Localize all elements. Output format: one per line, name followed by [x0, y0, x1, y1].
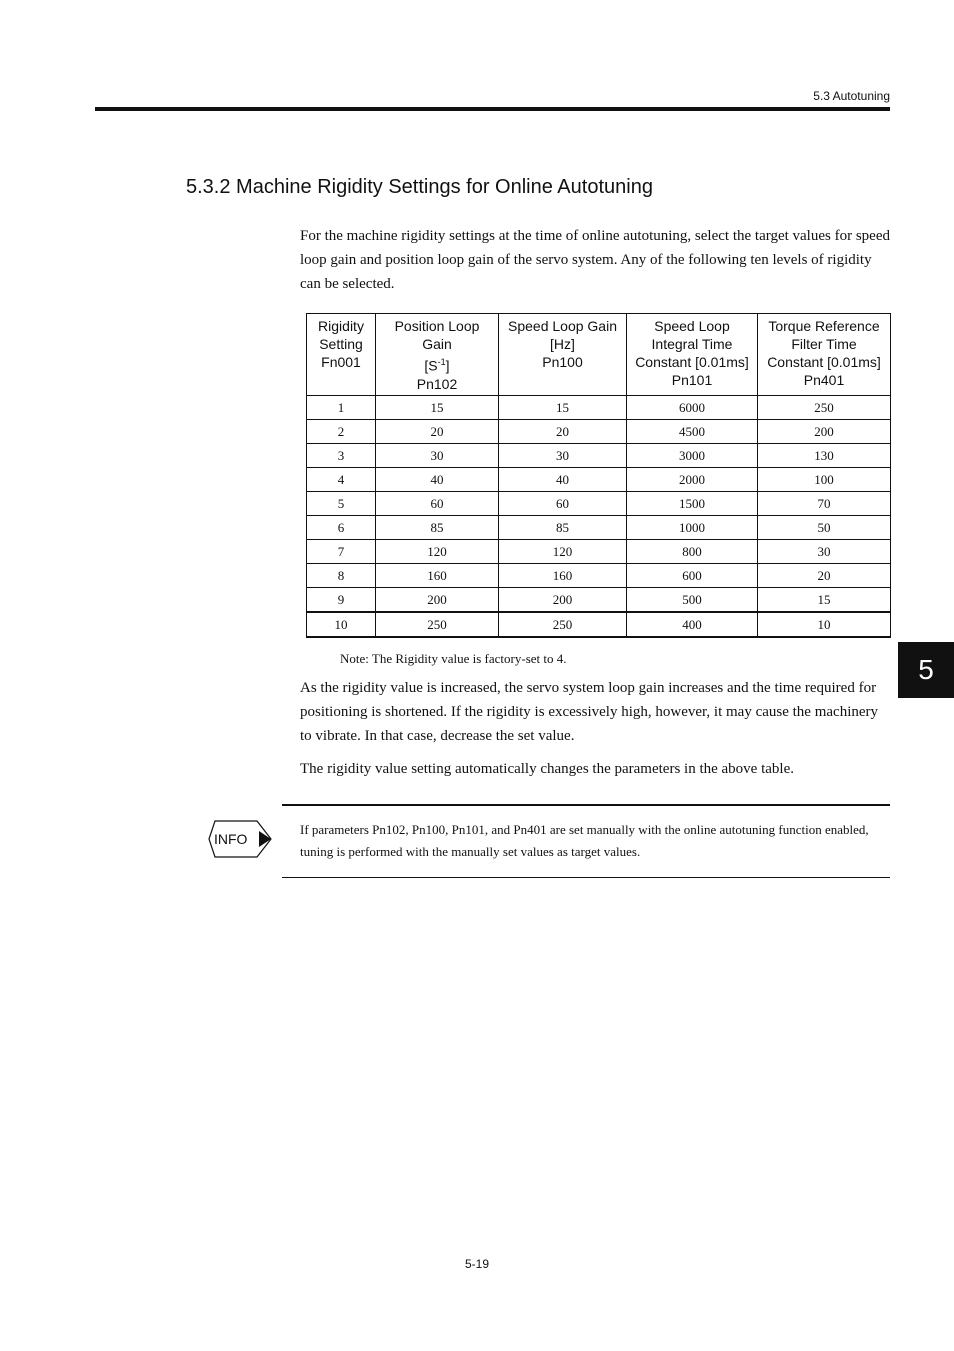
table-cell: 8	[307, 564, 376, 588]
table-cell: 5	[307, 492, 376, 516]
table-cell: 60	[499, 492, 627, 516]
table-cell: 400	[627, 612, 758, 637]
table-cell: 2000	[627, 468, 758, 492]
table-cell: 4	[307, 468, 376, 492]
table-cell: 30	[499, 444, 627, 468]
table-cell: 1	[307, 396, 376, 420]
table-cell: 60	[376, 492, 499, 516]
table-cell: 20	[758, 564, 891, 588]
table-cell: 6000	[627, 396, 758, 420]
table-cell: 200	[376, 588, 499, 613]
running-header: 5.3 Autotuning	[813, 89, 890, 103]
header-torque-filter: Torque Reference Filter Time Constant [0.01ms] Pn401	[758, 314, 891, 396]
table-cell: 250	[376, 612, 499, 637]
rigidity-table	[306, 313, 891, 638]
info-arrow-icon	[207, 819, 273, 859]
table-cell: 15	[376, 396, 499, 420]
table-cell: 20	[499, 420, 627, 444]
info-rule-top	[282, 804, 890, 806]
table-row	[307, 612, 891, 637]
table-cell: 20	[376, 420, 499, 444]
table-cell: 160	[499, 564, 627, 588]
table-cell: 30	[758, 540, 891, 564]
info-text: If parameters Pn102, Pn100, Pn101, and Pn401 are set manually with the online autotuning function enabled, tuning is performed with the manually set values as target values.	[300, 822, 869, 859]
header-speed-loop-gain: Speed Loop Gain [Hz] Pn100	[499, 314, 627, 396]
table-cell: 200	[499, 588, 627, 613]
table-cell: 100	[758, 468, 891, 492]
table-cell: 2	[307, 420, 376, 444]
table-cell: 1500	[627, 492, 758, 516]
table-cell: 50	[758, 516, 891, 540]
table-cell: 85	[499, 516, 627, 540]
table-cell: 15	[499, 396, 627, 420]
table-cell: 10	[307, 612, 376, 637]
table-cell: 200	[758, 420, 891, 444]
section-title: 5.3.2 Machine Rigidity Settings for Online Autotuning	[186, 176, 653, 198]
table-cell: 120	[376, 540, 499, 564]
table-cell: 7	[307, 540, 376, 564]
info-icon-label: INFO	[214, 831, 248, 847]
table-row	[307, 444, 891, 468]
table-cell: 800	[627, 540, 758, 564]
table-cell: 130	[758, 444, 891, 468]
table-header-row	[307, 314, 891, 396]
table-cell: 10	[758, 612, 891, 637]
table-cell: 40	[499, 468, 627, 492]
table-row	[307, 588, 891, 613]
table-cell: 3000	[627, 444, 758, 468]
header-position-loop-gain: Position Loop Gain $[S^{-1}]$ Pn102	[376, 314, 499, 396]
table-cell: 70	[758, 492, 891, 516]
header-integral-time: Speed Loop Integral Time Constant [0.01ms] Pn101	[627, 314, 758, 396]
table-row	[307, 492, 891, 516]
table-row	[307, 564, 891, 588]
header-rule	[95, 107, 890, 111]
table-cell: 15	[758, 588, 891, 613]
table-cell: 250	[499, 612, 627, 637]
table-row	[307, 396, 891, 420]
table-cell: 120	[499, 540, 627, 564]
table-note: Note: The Rigidity value is factory-set to 4.	[340, 651, 567, 666]
table-row	[307, 540, 891, 564]
table-cell: 3	[307, 444, 376, 468]
auto-change-paragraph: The rigidity value setting automatically changes the parameters in the above table.	[300, 761, 794, 777]
table-cell: 85	[376, 516, 499, 540]
table-row	[307, 420, 891, 444]
table-cell: 500	[627, 588, 758, 613]
info-rule-bottom	[282, 877, 890, 878]
table-cell: 9	[307, 588, 376, 613]
rigidity-explanation-paragraph: As the rigidity value is increased, the servo system loop gain increases and the time required for positioning is shortened. If the rigidity is excessively high, however, it may cause the machinery to vibrate. In that case, decrease the set value.	[300, 680, 879, 744]
chapter-tab: 5	[898, 642, 954, 698]
intro-paragraph: For the machine rigidity settings at the time of online autotuning, select the target values for speed loop gain and position loop gain of the servo system. Any of the following ten levels of rigidity can be selected.	[300, 228, 890, 292]
table-row	[307, 516, 891, 540]
table-cell: 160	[376, 564, 499, 588]
table-cell: 6	[307, 516, 376, 540]
page-number: 5-19	[464, 1257, 490, 1271]
table-cell: 1000	[627, 516, 758, 540]
table-cell: 40	[376, 468, 499, 492]
table-cell: 4500	[627, 420, 758, 444]
table-row	[307, 468, 891, 492]
header-rigidity-setting: Rigidity Setting Fn001	[307, 314, 376, 396]
table-cell: 250	[758, 396, 891, 420]
table-cell: 600	[627, 564, 758, 588]
table-cell: 30	[376, 444, 499, 468]
